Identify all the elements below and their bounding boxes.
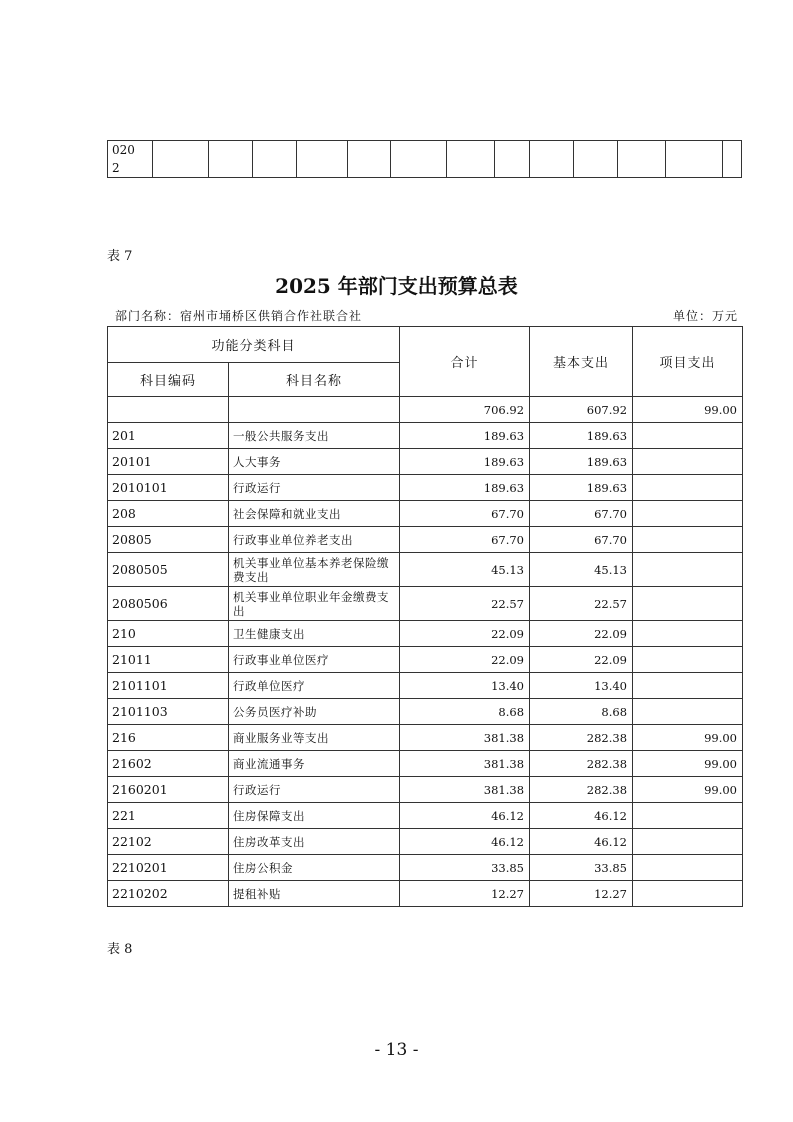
basic-cell: 22.09: [530, 621, 633, 647]
total-cell: 12.27: [400, 881, 530, 907]
code-cell: 2010101: [108, 475, 229, 501]
name-cell: 住房保障支出: [229, 803, 400, 829]
header-basic: 基本支出: [530, 327, 633, 397]
table-7-label: 表 7: [107, 249, 133, 264]
name-cell: 公务员医疗补助: [229, 699, 400, 725]
total-cell: 33.85: [400, 855, 530, 881]
empty-cell: [348, 141, 391, 178]
code-cell: 2101101: [108, 673, 229, 699]
project-cell: [633, 673, 743, 699]
header-name: 科目名称: [229, 363, 400, 397]
table-row: [108, 751, 743, 777]
empty-cell: [297, 141, 348, 178]
basic-cell: 46.12: [530, 803, 633, 829]
code-cell: 201: [108, 423, 229, 449]
name-cell: 提租补贴: [229, 881, 400, 907]
total-cell: 22.09: [400, 647, 530, 673]
project-cell: [633, 881, 743, 907]
empty-cell: [153, 141, 209, 178]
table-row: [108, 449, 743, 475]
code-cell: 20805: [108, 527, 229, 553]
name-cell: 住房改革支出: [229, 829, 400, 855]
code-cell: 210: [108, 621, 229, 647]
name-cell: 人大事务: [229, 449, 400, 475]
project-cell: [633, 423, 743, 449]
table-row: [108, 855, 743, 881]
table-row: [108, 829, 743, 855]
page-title: 2025 年部门支出预算总表: [275, 274, 518, 298]
name-cell: 行政运行: [229, 777, 400, 803]
total-cell: 381.38: [400, 777, 530, 803]
table-row: [108, 527, 743, 553]
table-row: [108, 725, 743, 751]
total-cell: 189.63: [400, 449, 530, 475]
code-cell: 208: [108, 501, 229, 527]
project-cell: [633, 527, 743, 553]
basic-cell: 22.57: [530, 587, 633, 621]
code-cell: 21011: [108, 647, 229, 673]
name-cell: [229, 397, 400, 423]
table-row: [108, 673, 743, 699]
table-row: [108, 587, 743, 621]
project-cell: 99.00: [633, 725, 743, 751]
empty-cell: [253, 141, 297, 178]
total-cell: 8.68: [400, 699, 530, 725]
total-cell: 189.63: [400, 475, 530, 501]
project-cell: [633, 587, 743, 621]
code-cell: 21602: [108, 751, 229, 777]
project-cell: [633, 803, 743, 829]
total-cell: 45.13: [400, 553, 530, 587]
table-row: [108, 553, 743, 587]
empty-cell: [495, 141, 530, 178]
empty-cell: [391, 141, 447, 178]
project-cell: [633, 553, 743, 587]
previous-table-fragment: [107, 140, 742, 178]
name-cell: 商业流通事务: [229, 751, 400, 777]
basic-cell: 12.27: [530, 881, 633, 907]
total-cell: 46.12: [400, 829, 530, 855]
project-cell: [633, 647, 743, 673]
empty-cell: [574, 141, 618, 178]
name-cell: 行政运行: [229, 475, 400, 501]
code-cell: 2210201: [108, 855, 229, 881]
table-row: [108, 475, 743, 501]
basic-cell: 282.38: [530, 777, 633, 803]
project-cell: 99.00: [633, 397, 743, 423]
code-cell: 2210202: [108, 881, 229, 907]
code-cell: [108, 397, 229, 423]
header-total: 合计: [400, 327, 530, 397]
code-line: 020: [112, 143, 135, 157]
table-row: [108, 621, 743, 647]
department-name: 部门名称：宿州市埇桥区供销合作社联合社: [115, 309, 363, 323]
header-project: 项目支出: [633, 327, 743, 397]
total-cell: 67.70: [400, 527, 530, 553]
unit-label: 单位：万元: [672, 309, 738, 323]
table-row: [108, 397, 743, 423]
basic-cell: 189.63: [530, 423, 633, 449]
table-row: [108, 647, 743, 673]
code-cell: 22102: [108, 829, 229, 855]
basic-cell: 607.92: [530, 397, 633, 423]
total-cell: 381.38: [400, 725, 530, 751]
empty-cell: [209, 141, 253, 178]
total-cell: 67.70: [400, 501, 530, 527]
name-cell: 机关事业单位职业年金缴费支出: [229, 587, 400, 621]
name-cell: 社会保障和就业支出: [229, 501, 400, 527]
code-cell: 2101103: [108, 699, 229, 725]
code-line: 2: [112, 161, 120, 175]
project-cell: 99.00: [633, 751, 743, 777]
header-function-category: 功能分类科目: [108, 327, 400, 363]
name-cell: 一般公共服务支出: [229, 423, 400, 449]
project-cell: [633, 449, 743, 475]
name-cell: 卫生健康支出: [229, 621, 400, 647]
table-row: [108, 881, 743, 907]
table-row: [108, 141, 742, 178]
total-cell: 22.09: [400, 621, 530, 647]
empty-cell: [723, 141, 742, 178]
basic-cell: 282.38: [530, 725, 633, 751]
name-cell: 行政单位医疗: [229, 673, 400, 699]
code-cell: 20101: [108, 449, 229, 475]
total-cell: 46.12: [400, 803, 530, 829]
basic-cell: 45.13: [530, 553, 633, 587]
basic-cell: 22.09: [530, 647, 633, 673]
page-number: - 13 -: [374, 1040, 419, 1060]
name-cell: 住房公积金: [229, 855, 400, 881]
total-cell: 189.63: [400, 423, 530, 449]
expenditure-budget-table: [107, 326, 743, 907]
basic-cell: 189.63: [530, 449, 633, 475]
total-cell: 706.92: [400, 397, 530, 423]
empty-cell: [530, 141, 574, 178]
code-cell: 2080505: [108, 553, 229, 587]
basic-cell: 67.70: [530, 527, 633, 553]
header-code: 科目编码: [108, 363, 229, 397]
total-cell: 381.38: [400, 751, 530, 777]
code-cell: 2080506: [108, 587, 229, 621]
table-row: [108, 803, 743, 829]
basic-cell: 13.40: [530, 673, 633, 699]
basic-cell: 282.38: [530, 751, 633, 777]
project-cell: 99.00: [633, 777, 743, 803]
code-cell: 221: [108, 803, 229, 829]
project-cell: [633, 621, 743, 647]
project-cell: [633, 475, 743, 501]
total-cell: 13.40: [400, 673, 530, 699]
empty-cell: [618, 141, 666, 178]
empty-cell: [666, 141, 723, 178]
name-cell: 机关事业单位基本养老保险缴费支出: [229, 553, 400, 587]
code-cell: [108, 141, 153, 178]
basic-cell: 67.70: [530, 501, 633, 527]
name-cell: 商业服务业等支出: [229, 725, 400, 751]
basic-cell: 33.85: [530, 855, 633, 881]
basic-cell: 8.68: [530, 699, 633, 725]
name-cell: 行政事业单位养老支出: [229, 527, 400, 553]
table-row: [108, 423, 743, 449]
total-cell: 22.57: [400, 587, 530, 621]
name-cell: 行政事业单位医疗: [229, 647, 400, 673]
basic-cell: 189.63: [530, 475, 633, 501]
table-8-label: 表 8: [107, 942, 133, 957]
empty-cell: [447, 141, 495, 178]
table-row: [108, 501, 743, 527]
code-cell: 216: [108, 725, 229, 751]
basic-cell: 46.12: [530, 829, 633, 855]
project-cell: [633, 699, 743, 725]
table-row: [108, 777, 743, 803]
header-row: [108, 327, 743, 363]
project-cell: [633, 829, 743, 855]
project-cell: [633, 501, 743, 527]
table-row: [108, 699, 743, 725]
code-cell: 2160201: [108, 777, 229, 803]
project-cell: [633, 855, 743, 881]
